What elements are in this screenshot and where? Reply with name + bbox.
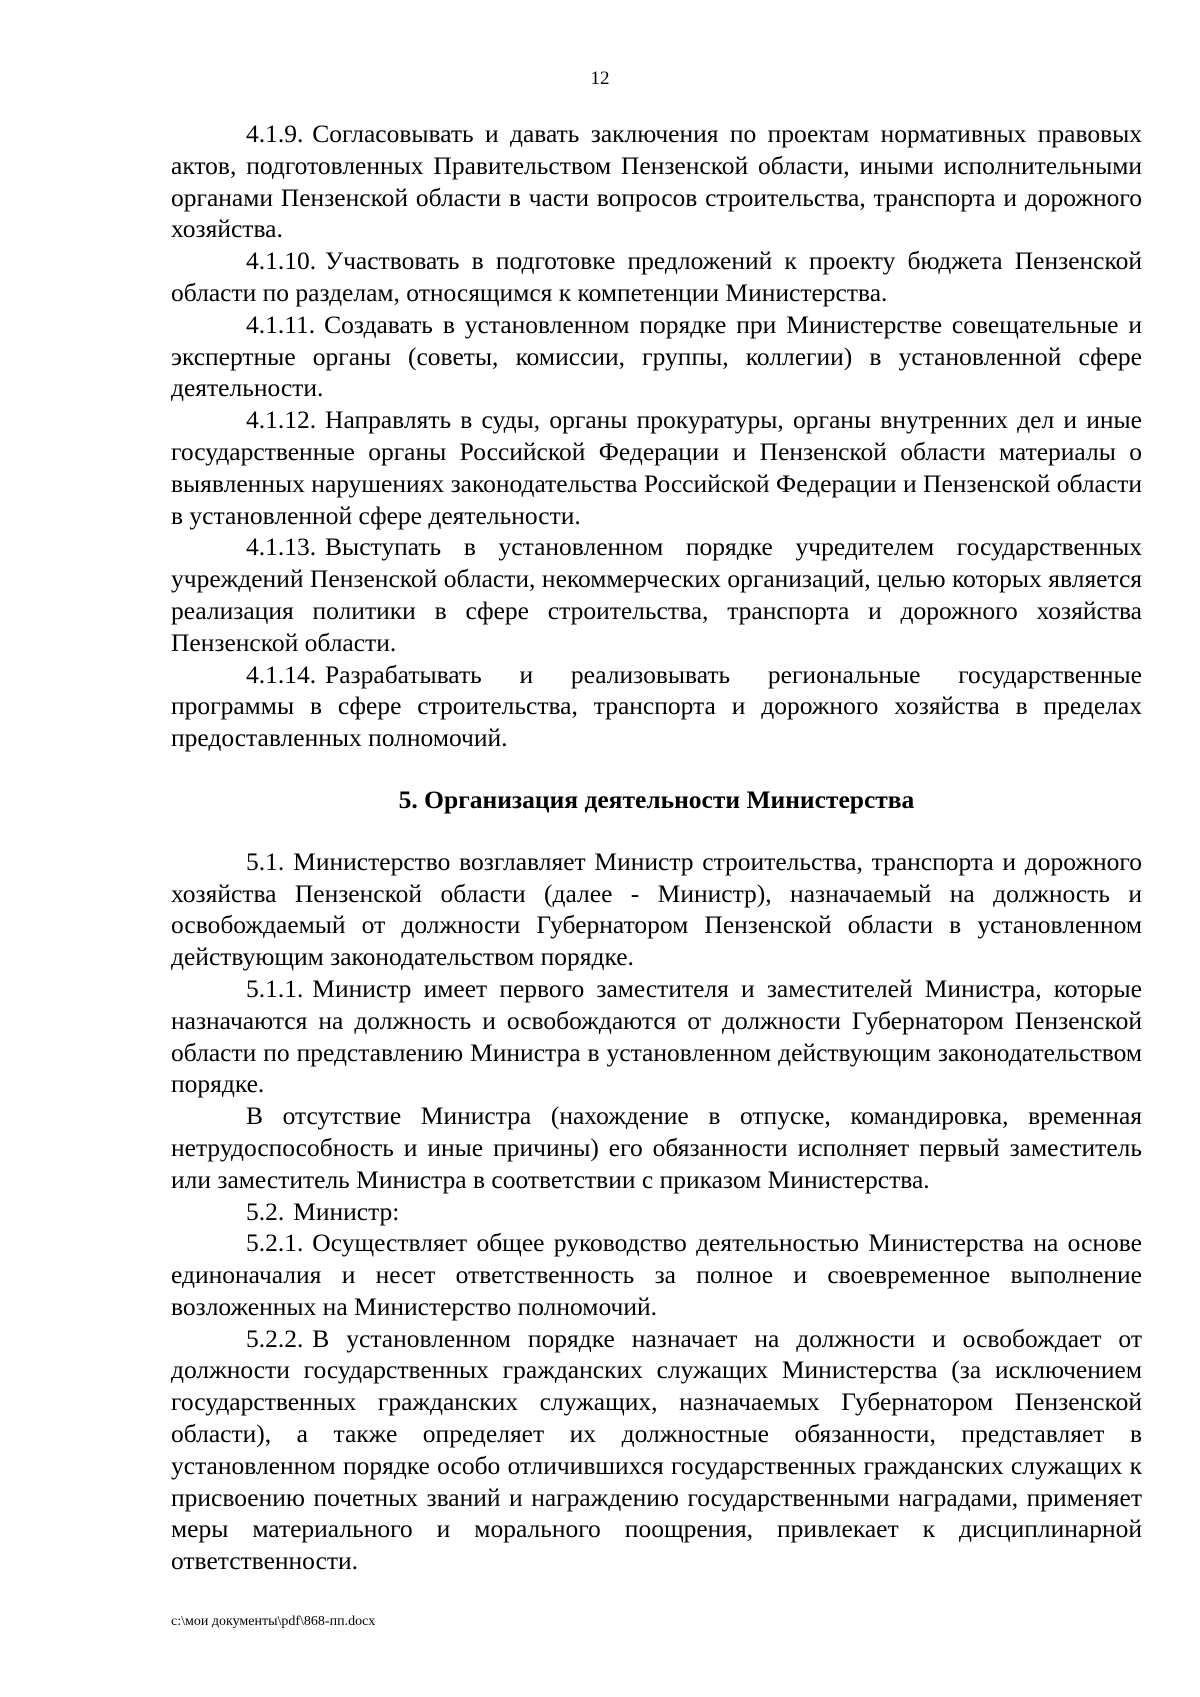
paragraph-absence — [171, 1100, 1142, 1195]
paragraph-text: Согласовывать и давать заключения по проектам нормативных правовых актов, подготовленных Правительством Пензенской области, иными исполнительными органами Пензенской области в части вопросов строительства, транспорта и дорожного хозяйства. — [171, 119, 1142, 244]
paragraph-text: Министр: — [293, 1196, 400, 1226]
paragraph-number: 5.2.2. — [246, 1323, 304, 1353]
paragraph-4-1-13 — [171, 531, 1142, 658]
paragraph-text: Осуществляет общее руководство деятельностью Министерства на основе единоначалия и несет ответственность за полное и своевременное выполнение возложенных на Министерство полномочий. — [171, 1228, 1142, 1321]
paragraph-number: 4.1.12. — [246, 405, 317, 435]
paragraph-number: 5.2.1. — [246, 1228, 304, 1258]
paragraph-number: 4.1.11. — [246, 309, 316, 339]
section-5-heading: 5. Организация деятельности Министерства — [398, 784, 915, 814]
paragraph-text: Разрабатывать и реализовывать региональные государственные программы в сфере строительства, транспорта и дорожного хозяйства в пределах предоставленных полномочий. — [171, 659, 1142, 753]
footer-file-path: c:\мои документы\pdf\868-пп.docx — [171, 1614, 376, 1629]
paragraph-4-1-12 — [171, 404, 1142, 531]
document-body — [171, 118, 1142, 1577]
paragraph-5-1 — [171, 846, 1142, 973]
paragraph-number: 5.1. — [246, 846, 285, 876]
paragraph-number: 4.1.14. — [246, 659, 317, 689]
paragraph-4-1-9 — [171, 118, 1142, 245]
paragraph-text: Министерство возглавляет Министр строительства, транспорта и дорожного хозяйства Пензенской области (далее - Министр), назначаемый на должность и освобождаемый от должности Губернатором Пензенской области в установленном действующим законодательством порядке. — [171, 846, 1142, 972]
paragraph-5-2-2 — [171, 1323, 1142, 1577]
paragraph-text: В установленном порядке назначает на должности и освобождает от должности государственных гражданских служащих Министерства (за исключением государственных гражданских служащих, назначаемых Губернатором Пензенской области), а также определяет их должностные обязанности, представляет в установленном порядке особо отличившихся государственных гражданских служащих к присвоению почетных званий и награждению государственными наградами, применяет меры материального и морального поощрения, привлекает к дисциплинарной ответственности. — [171, 1323, 1142, 1576]
paragraph-text: Участвовать в подготовке предложений к проекту бюджета Пензенской области по разделам, относящимся к компетенции Министерства. — [171, 246, 1142, 307]
page-number: 12 — [590, 68, 610, 89]
paragraph-text: Направлять в суды, органы прокуратуры, органы внутренних дел и иные государственные органы Российской Федерации и Пензенской области материалы о выявленных нарушениях законодательства Российской Федерации и Пензенской области в установленной сфере деятельности. — [171, 405, 1142, 530]
paragraph-5-2 — [171, 1196, 1142, 1228]
paragraph-text: В отсутствие Министра (нахождение в отпуске, командировка, временная нетрудоспособность и иные причины) его обязанности исполняет первый заместитель или заместитель Министра в соответствии с приказом Министерства. — [171, 1101, 1142, 1194]
paragraph-text: Министр имеет первого заместителя и заместителей Министра, которые назначаются на должность и освобождаются от должности Губернатором Пензенской области по представлению Министра в установленном действующим законодательством порядке. — [171, 973, 1142, 1099]
paragraph-number: 5.1.1. — [246, 973, 304, 1003]
paragraph-number: 4.1.9. — [246, 119, 304, 148]
paragraph-5-1-1 — [171, 973, 1142, 1100]
paragraph-number: 4.1.10. — [246, 246, 317, 276]
paragraph-4-1-10 — [171, 245, 1142, 309]
paragraph-number: 4.1.13. — [246, 532, 317, 562]
paragraph-text: Создавать в установленном порядке при Министерстве совещательные и экспертные органы (советы, комиссии, группы, коллегии) в установленной сфере деятельности. — [171, 309, 1142, 403]
paragraph-5-2-1 — [171, 1227, 1142, 1322]
paragraph-4-1-11 — [171, 309, 1142, 404]
paragraph-4-1-14 — [171, 659, 1142, 754]
paragraph-number: 5.2. — [246, 1196, 285, 1226]
paragraph-text: Выступать в установленном порядке учредителем государственных учреждений Пензенской области, некоммерческих организаций, целью которых является реализация политики в сфере строительства, транспорта и дорожного хозяйства Пензенской области. — [171, 532, 1142, 657]
